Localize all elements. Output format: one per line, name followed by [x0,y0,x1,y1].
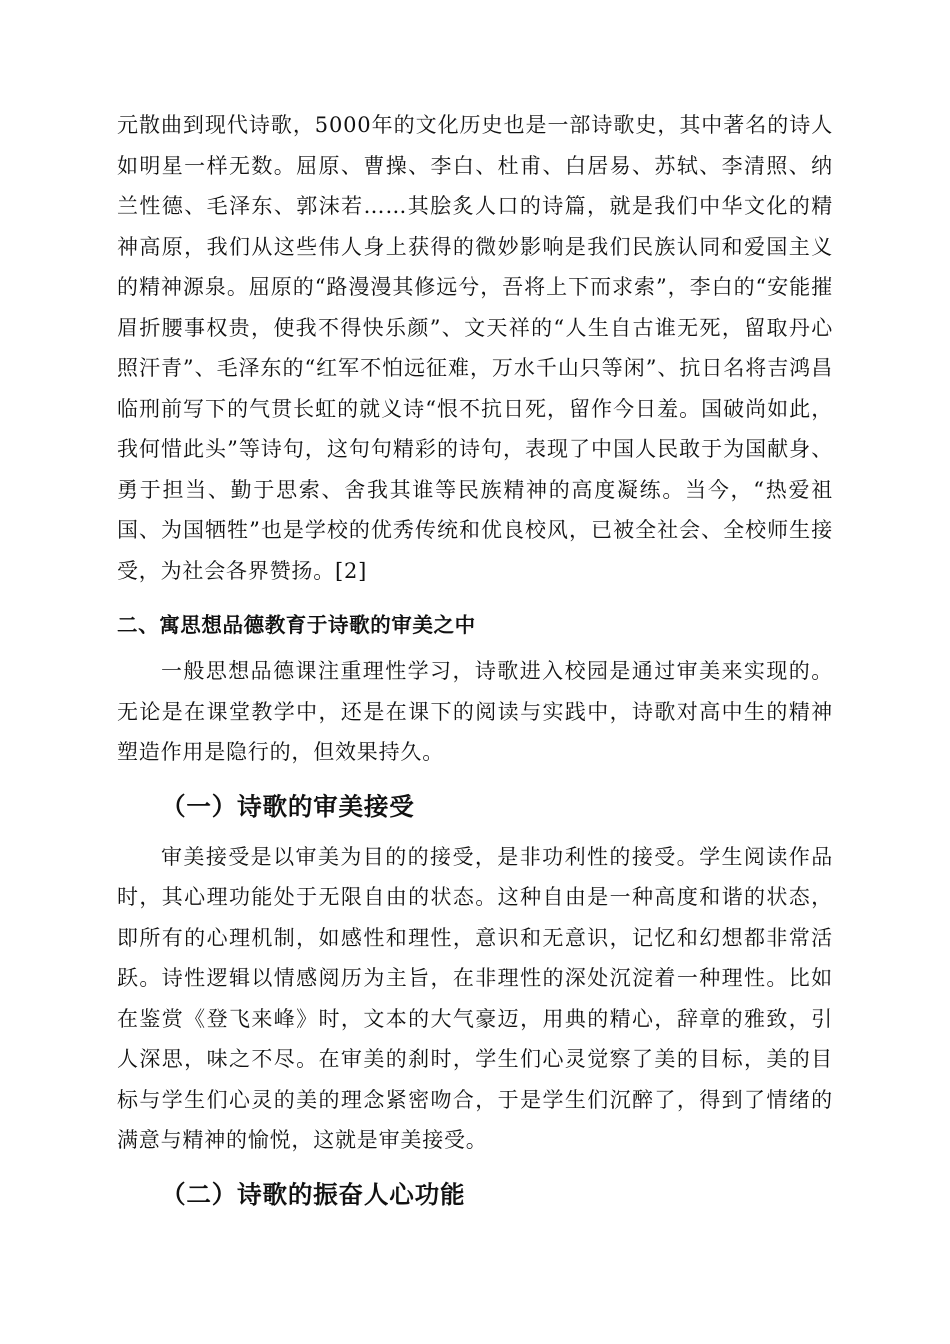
paragraph-poetry-history: 元散曲到现代诗歌，5000年的文化历史也是一部诗歌史，其中著名的诗人如明星一样无数。屈原、曹操、李白、杜甫、白居易、苏轼、李清照、纳兰性德、毛泽东、郭沫若……其脍炙人口的诗篇，就是我们中华文化的精神高原，我们从这些伟人身上获得的微妙影响是我们民族认同和爱国主义的精神源泉。屈原的“路漫漫其修远兮，吾将上下而求索”，李白的“安能摧眉折腰事权贵，使我不得快乐颜”、文天祥的“人生自古谁无死，留取丹心照汗青”、毛泽东的“红军不怕远征难，万水千山只等闲”、抗日名将吉鸿昌临刑前写下的气贯长虹的就义诗“恨不抗日死，留作今日羞。国破尚如此，我何惜此头”等诗句，这句句精彩的诗句，表现了中国人民敢于为国献身、勇于担当、勤于思索、舍我其谁等民族精神的高度凝练。当今，“热爱祖国、为国牺牲”也是学校的优秀传统和优良校风，已被全社会、全校师生接受，为社会各界赞扬。[2] [117,113,833,583]
paragraph-aesthetic-reception: 审美接受是以审美为目的的接受，是非功利性的接受。学生阅读作品时，其心理功能处于无限自由的状态。这种自由是一种高度和谐的状态，即所有的心理机制，如感性和理性，意识和无意识，记忆和幻想都非常活跃。诗性逻辑以情感阅历为主旨，在非理性的深处沉淀着一种理性。比如在鉴赏《登飞来峰》时，文本的大气豪迈，用典的精心，辞章的雅致，引人深思，味之不尽。在审美的刹时，学生们心灵觉察了美的目标，美的目标与学生们心灵的美的理念紧密吻合，于是学生们沉醉了，得到了情绪的满意与精神的愉悦，这就是审美接受。 [117,844,833,1152]
section-heading-aesthetic-education: 二、寓思想品德教育于诗歌的审美之中 [117,613,476,637]
document-page [117,105,833,1215]
subheading-inspiring-function: （二）诗歌的振奋人心功能 [161,1179,466,1209]
subheading-aesthetic-reception: （一）诗歌的审美接受 [161,791,415,821]
paragraph-aesthetic-intro: 一般思想品德课注重理性学习，诗歌进入校园是通过审美来实现的。无论是在课堂教学中，还是在课下的阅读与实践中，诗歌对高中生的精神塑造作用是隐行的，但效果持久。 [117,659,833,764]
